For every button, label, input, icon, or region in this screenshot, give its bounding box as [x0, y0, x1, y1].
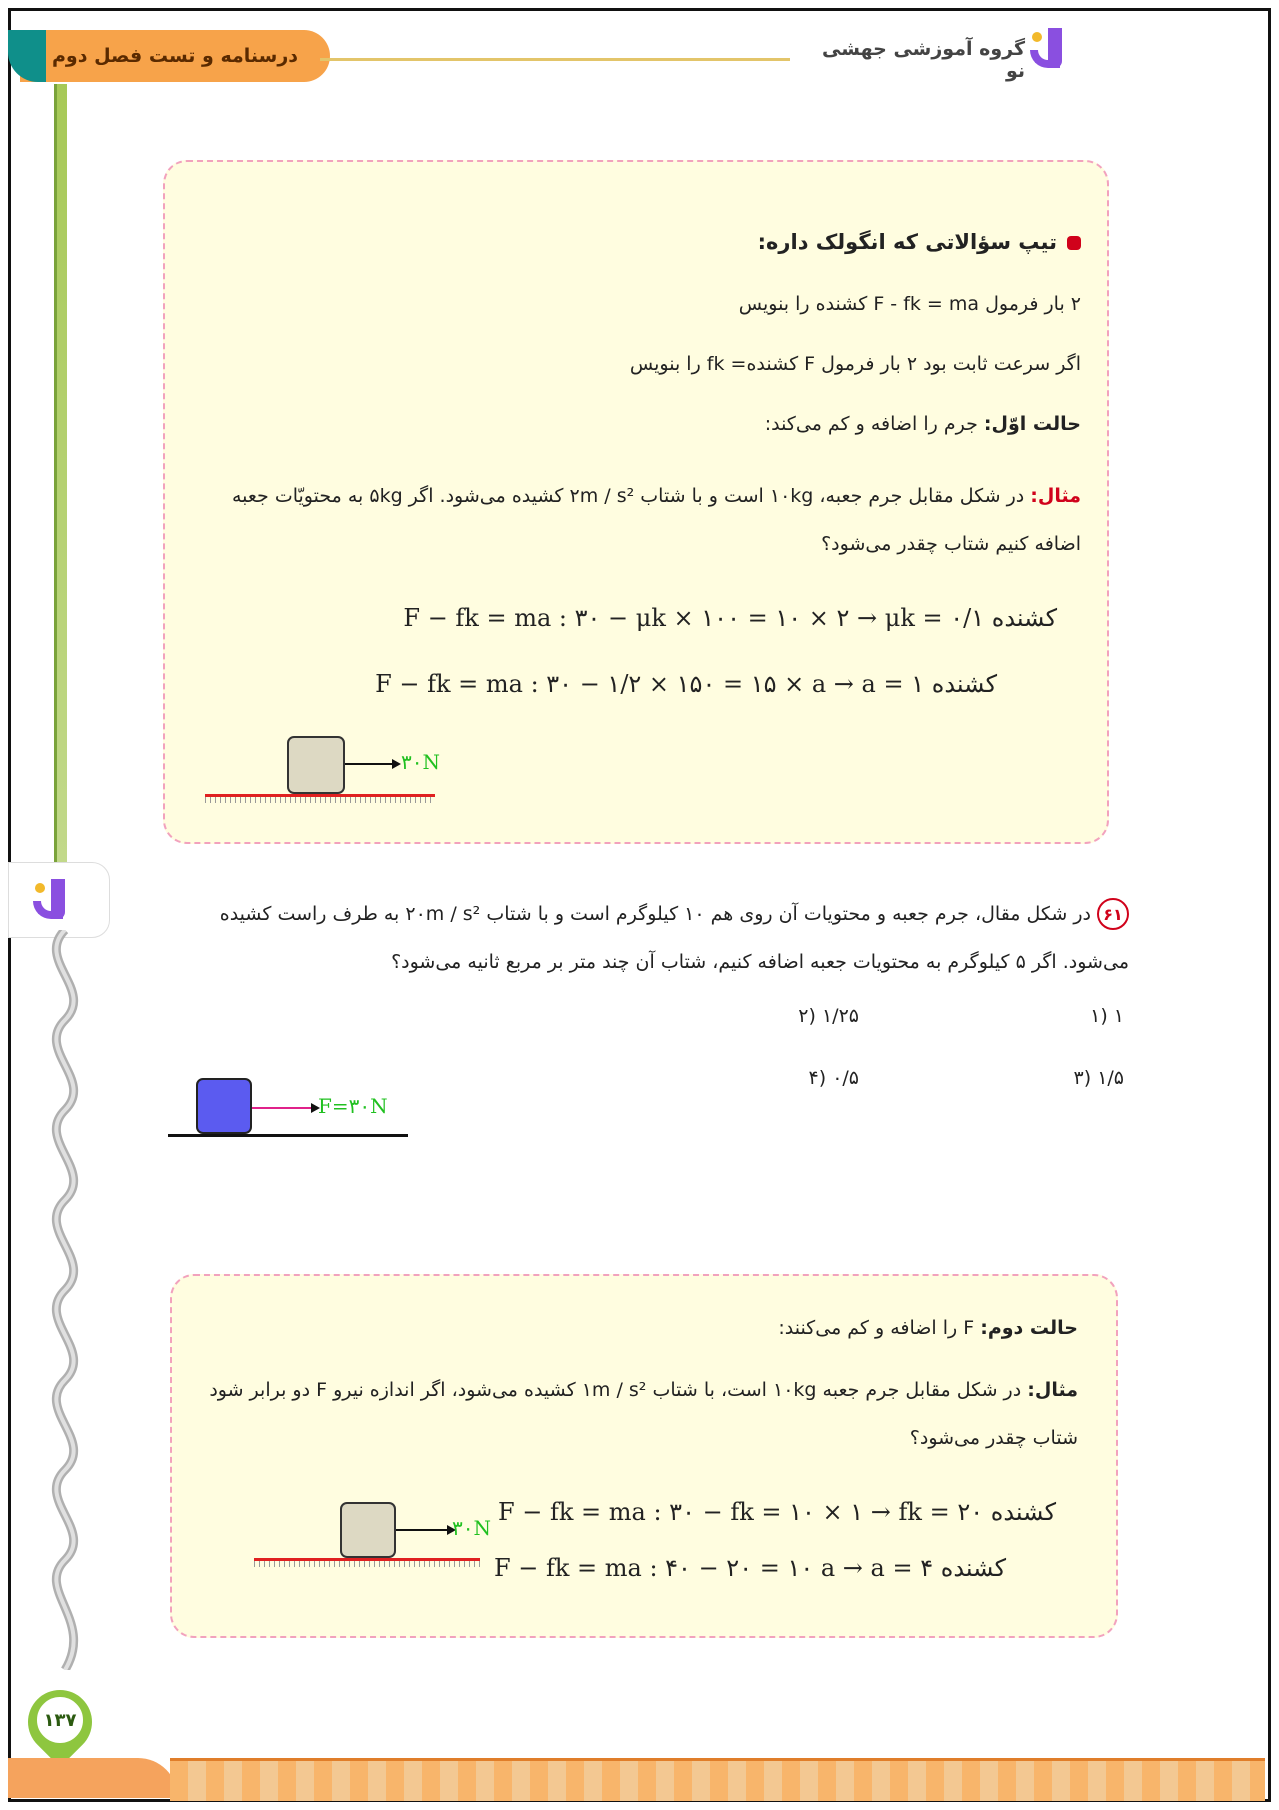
box1-line1: ۲ بار فرمول F - fk = ma کشنده را بنویس	[738, 293, 1081, 315]
page-number: ۱۳۷	[34, 1694, 86, 1746]
option-3[interactable]: ۱/۵ (۳	[1073, 1067, 1124, 1089]
question-text: در شکل مقال، جرم جعبه و محتویات آن روی هم ۱۰ کیلوگرم است و با شتاب ۲۰m / s² به طرف راست کشیده می‌شود. اگر ۵ کیلوگرم به محتویات جعبه اضافه کنیم، شتاب آن چند متر بر مربع ثانیه می‌شود؟	[219, 903, 1129, 973]
force-arrow	[396, 1529, 448, 1531]
option-4[interactable]: ۰/۵ (۴	[808, 1067, 859, 1089]
question-61	[149, 890, 1129, 986]
box1-line2: اگر سرعت ثابت بود ۲ بار فرمول F کشنده= fk را بنویس	[629, 353, 1081, 375]
footer-corner	[8, 1758, 178, 1798]
header-rule	[320, 58, 790, 61]
box1-equation-2: کشنده F − fk = ma : ۳۰ − ۱/۲ × ۱۵۰ = ۱۵ × a → a = ۱	[375, 670, 997, 698]
force-label: ۳۰N	[401, 750, 440, 774]
example-label: مثال:	[1027, 1379, 1078, 1401]
bullet-icon	[1067, 236, 1081, 250]
side-logo-badge	[8, 862, 110, 938]
box1-heading-text: تیپ سؤالاتی که انگولک داره:	[757, 230, 1057, 254]
case-label: حالت اوّل:	[983, 413, 1081, 435]
box1-equation-1: کشنده F − fk = ma : ۳۰ − μk × ۱۰۰ = ۱۰ × ۲ → μk = ۰/۱	[403, 604, 1057, 632]
option-2[interactable]: ۱/۲۵ (۲	[798, 1005, 859, 1027]
option-1[interactable]: ۱ (۱	[1090, 1005, 1124, 1027]
box-block	[287, 736, 345, 794]
ground-hatch	[254, 1561, 480, 1567]
box1-case	[201, 410, 1081, 438]
box2-equation-1: کشنده F − fk = ma : ۳۰ − fk = ۱۰ × ۱ → fk = ۲۰	[497, 1498, 1056, 1526]
question-ground	[168, 1134, 408, 1137]
chapter-tab	[20, 30, 330, 82]
concept-box-2	[170, 1274, 1118, 1638]
chapter-title: درسنامه و تست فصل دوم	[52, 45, 299, 67]
box2-equation-2: کشنده F − fk = ma : ۴۰ − ۲۰ = ۱۰ a → a = ۴	[493, 1554, 1006, 1582]
question-force-label: F=۳۰N	[318, 1094, 388, 1118]
squiggle-decoration	[30, 930, 100, 1670]
case-text: F را اضافه و کم می‌کنند:	[778, 1317, 981, 1339]
question-force-arrow	[252, 1107, 312, 1109]
box2-example	[198, 1366, 1078, 1462]
example-text: در شکل مقابل جرم جعبه ۱۰kg است، با شتاب ۱m / s² کشیده می‌شود، اگر اندازه نیرو F دو برابر شود شتاب چقدر می‌شود؟	[209, 1379, 1078, 1449]
case-text: جرم را اضافه و کم می‌کند:	[764, 413, 984, 435]
logo-icon	[1030, 28, 1064, 70]
ground-hatch	[205, 797, 435, 803]
example-label: مثال:	[1030, 485, 1081, 507]
box2-case	[198, 1314, 1078, 1342]
force-label: ۳۰N	[452, 1516, 491, 1540]
box1-heading	[201, 228, 1081, 256]
left-decor-band	[54, 84, 67, 864]
case-label: حالت دوم:	[980, 1317, 1078, 1339]
box-block	[340, 1502, 396, 1558]
question-block	[196, 1078, 252, 1134]
group-name: گروه آموزشی جهشی نو	[822, 38, 1025, 82]
logo-icon	[33, 879, 67, 921]
footer-band	[170, 1758, 1265, 1801]
question-number: ۶۱	[1097, 898, 1129, 930]
force-arrow	[345, 763, 393, 765]
example-text: در شکل مقابل جرم جعبه، ۱۰kg است و با شتاب ۲m / s² کشیده می‌شود. اگر ۵kg به محتویّات جعبه اضافه کنیم شتاب چقدر می‌شود؟	[231, 485, 1081, 555]
box1-example	[181, 472, 1081, 568]
concept-box-1	[163, 160, 1109, 844]
